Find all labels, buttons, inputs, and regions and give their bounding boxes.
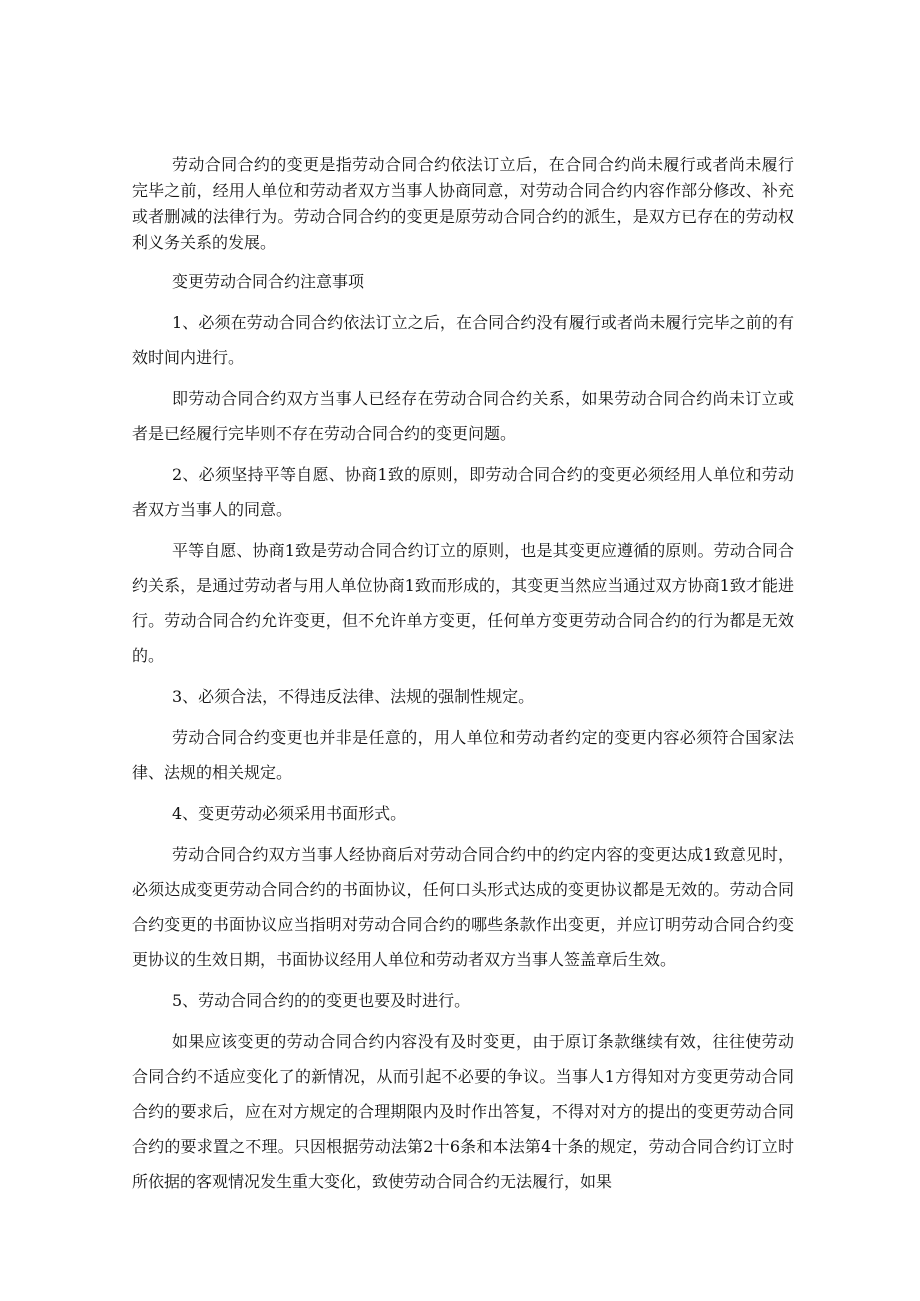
section-heading: 变更劳动合同合约注意事项 bbox=[172, 272, 365, 291]
item-2-explanation: 平等自愿、协商1致是劳动合同合约订立的原则，也是其变更应遵循的原则。劳动合同合约关系，是通过劳动者与用人单位协商1致而形成的，其变更当然应当通过双方协商1致才能进行。劳动合同合约允许变更，但不允许单方变更，任何单方变更劳动合同合约的行为都是无效的。 bbox=[132, 541, 794, 665]
item-1: 1、必须在劳动合同合约依法订立之后，在合同合约没有履行或者尚未履行完毕之前的有效时间内进行。 bbox=[132, 313, 794, 367]
item-5-explanation: 如果应该变更的劳动合同合约内容没有及时变更，由于原订条款继续有效，往往使劳动合同合约不适应变化了的新情况，从而引起不必要的争议。当事人1方得知对方变更劳动合同合约的要求后，应在对方规定的合理期限内及时作出答复，不得对对方的提出的变更劳动合同合约的要求置之不理。只因根据劳动法第2十6条和本法第4十条的规定，劳动合同合约订立时所依据的客观情况发生重大变化，致使劳动合同合约无法履行，如果 bbox=[132, 1032, 794, 1191]
intro-paragraph: 劳动合同合约的变更是指劳动合同合约依法订立后，在合同合约尚未履行或者尚未履行完毕之前，经用人单位和劳动者双方当事人协商同意，对劳动合同合约内容作部分修改、补充或者删减的法律行为。劳动合同合约的变更是原劳动合同合约的派生，是双方已存在的劳动权利义务关系的发展。 bbox=[132, 155, 794, 252]
item-2: 2、必须坚持平等自愿、协商1致的原则，即劳动合同合约的变更必须经用人单位和劳动者双方当事人的同意。 bbox=[132, 465, 794, 519]
document-body bbox=[132, 152, 794, 1199]
item-3-explanation: 劳动合同合约变更也并非是任意的，用人单位和劳动者约定的变更内容必须符合国家法律、法规的相关规定。 bbox=[132, 728, 794, 782]
item-1-explanation: 即劳动合同合约双方当事人已经存在劳动合同合约关系，如果劳动合同合约尚未订立或者是已经履行完毕则不存在劳动合同合约的变更问题。 bbox=[132, 389, 794, 443]
item-3: 3、必须合法，不得违反法律、法规的强制性规定。 bbox=[172, 687, 535, 706]
item-4: 4、变更劳动必须采用书面形式。 bbox=[172, 804, 407, 823]
item-5: 5、劳动合同合约的的变更也要及时进行。 bbox=[172, 991, 471, 1010]
item-4-explanation: 劳动合同合约双方当事人经协商后对劳动合同合约中的约定内容的变更达成1致意见时，必须达成变更劳动合同合约的书面协议，任何口头形式达成的变更协议都是无效的。劳动合同合约变更的书面协议应当指明对劳动合同合约的哪些条款作出变更，并应订明劳动合同合约变更协议的生效日期，书面协议经用人单位和劳动者双方当事人签盖章后生效。 bbox=[132, 845, 794, 969]
